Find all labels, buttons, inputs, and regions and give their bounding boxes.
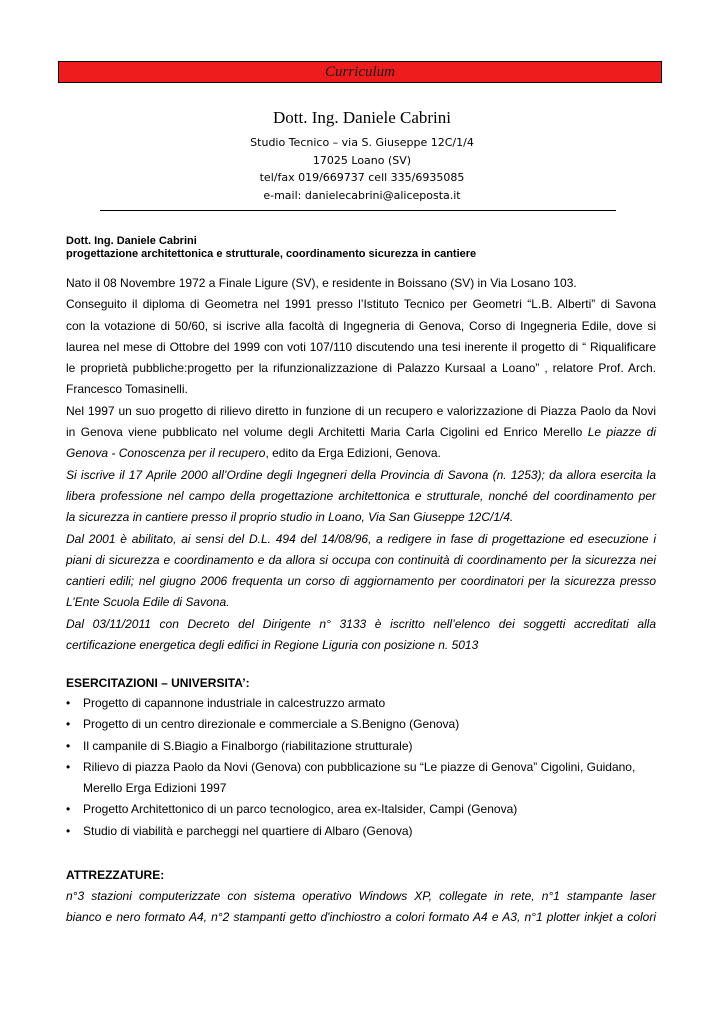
book-title: Le piazze di — [587, 425, 656, 440]
bio-line — [66, 443, 656, 464]
header-divider — [100, 210, 616, 211]
list-item: • Progetto Architettonico di un parco tecnologico, area ex-Italsider, Campi (Genova) — [66, 799, 666, 820]
bio-line: le proprietà pubbliche:progetto per la rifunzionalizzazione di Palazzo Kursaal a Loano” , relatore Prof. Arch. — [66, 361, 656, 376]
intro-role: progettazione architettonica e strutturale, coordinamento sicurezza in cantiere — [66, 248, 477, 260]
bio-line: con la votazione di 50/60, si iscrive alla facoltà di Ingegneria di Genova, Corso di Ingegneria Edile, dove si — [66, 318, 656, 333]
city: 17025 Loano (SV) — [312, 153, 412, 167]
bio-line: laurea nel mese di Ottobre del 1999 con voti 107/110 discutendo una tesi inerente il progetto di “ Riqualificare — [66, 339, 656, 354]
section-title-attrezzature: ATTREZZATURE: — [66, 868, 165, 882]
book-subtitle: Genova - Conoscenza per il recupero — [66, 446, 266, 461]
attrezzature-line: bianco e nero formato A4, n°2 stampanti getto d'inchiostro a colori formato A4 e A3, n°1 plotter inkjet a colori — [66, 910, 656, 925]
list-item: • Progetto di un centro direzionale e commerciale a S.Benigno (Genova) — [66, 714, 666, 735]
bio-line: Francesco Tomasinelli. — [66, 382, 188, 397]
bio-line: L’Ente Scuola Edile di Savona. — [66, 595, 230, 610]
bio-line: piani di sicurezza e coordinamento e da allora si occupa con continuità di coordinamento per la sicurezza nei — [66, 552, 656, 567]
bio-line: cantieri edili; nel giugno 2006 frequenta un corso di aggiornamento per coordinatori per la sicurezza presso — [66, 574, 656, 589]
bio-paragraphs — [66, 273, 656, 656]
bio-line: certificazione energetica degli edifici in Regione Liguria con posizione n. 5013 — [66, 638, 479, 653]
intro-block — [66, 235, 656, 261]
esercitazioni-list — [66, 693, 666, 842]
banner-title: Curriculum — [324, 64, 395, 80]
bio-line — [66, 422, 656, 443]
list-item: • Il campanile di S.Biagio a Finalborgo (riabilitazione strutturale) — [66, 736, 666, 757]
list-item-continuation: Merello Erga Edizioni 1997 — [83, 781, 227, 796]
bio-line: libera professione nel campo della progettazione architettonica e strutturale, nonché del coordinamento per — [66, 488, 656, 503]
section-title-esercitazioni: ESERCITAZIONI – UNIVERSITA’: — [66, 676, 250, 690]
attrezzature-line: n°3 stazioni computerizzate con sistema operativo Windows XP, collegate in rete, n°1 stampante laser — [66, 889, 656, 903]
bio-text: in Genova viene pubblicato nel volume degli Architetti Maria Carla Cigolini ed Enrico Merello — [66, 425, 588, 440]
phone: tel/fax 019/669737 cell 335/6935085 — [259, 171, 465, 184]
bio-line: Dal 03/11/2011 con Decreto del Dirigente n° 3133 è iscritto nell’elenco dei soggetti accreditati alla — [66, 616, 656, 631]
contact-block — [0, 134, 724, 204]
intro-name: Dott. Ing. Daniele Cabrini — [66, 235, 197, 247]
bio-text: , edito da Erga Edizioni, Genova. — [265, 446, 441, 461]
bio-line: la sicurezza in cantiere presso il proprio studio in Loano, Via San Giuseppe 12C/1/4. — [66, 510, 514, 525]
bio-line: Nel 1997 un suo progetto di rilievo diretto in funzione di un recupero e valorizzazione di Piazza Paolo da Novi — [66, 403, 656, 418]
email: e-mail: danielecabrini@aliceposta.it — [263, 188, 461, 202]
list-item: • Rilievo di piazza Paolo da Novi (Genova) con pubblicazione su “Le piazze di Genova” Cigolini, Guidano, — [66, 757, 666, 778]
bio-line: Conseguito il diploma di Geometra nel 1991 presso l’Istituto Tecnico per Geometri “L.B. Alberti” di Savona — [66, 297, 656, 312]
bio-line: Dal 2001 è abilitato, ai sensi del D.L. 494 del 14/08/96, a redigere in fase di progettazione ed esecuzione i — [66, 531, 656, 546]
studio-address: Studio Tecnico – via S. Giuseppe 12C/1/4 — [250, 136, 474, 149]
attrezzature-paragraph — [66, 886, 656, 929]
bio-line: Nato il 08 Novembre 1972 a Finale Ligure (SV), e residente in Boissano (SV) in Via Losano 103. — [66, 276, 577, 290]
curriculum-banner — [58, 61, 662, 83]
list-item: • Studio di viabilità e parcheggi nel quartiere di Albaro (Genova) — [66, 821, 666, 842]
bio-line: Si iscrive il 17 Aprile 2000 all’Ordine degli Ingegneri della Provincia di Savona (n. 1253); da allora esercita la — [66, 467, 656, 482]
header-name: Dott. Ing. Daniele Cabrini — [273, 108, 451, 127]
list-item: • Progetto di capannone industriale in calcestruzzo armato — [66, 693, 666, 714]
